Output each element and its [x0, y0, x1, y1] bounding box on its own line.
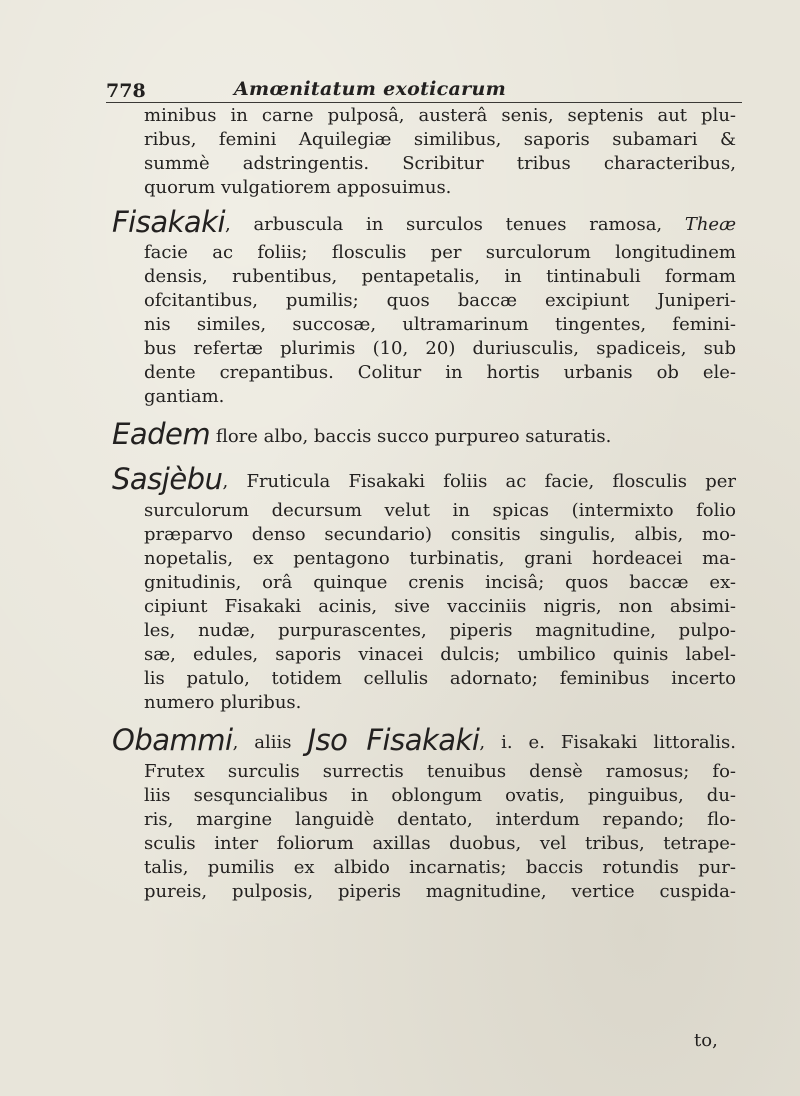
text-line: bus refertæ plurimis (10, 20) duriusculis, spadiceis, sub [144, 338, 736, 359]
text-line: lis patulo, totidem cellulis adornato; feminibus incerto [144, 668, 736, 689]
text-line: numero pluribus. [144, 692, 302, 713]
text-line: les, nudæ, purpurascentes, piperis magnitudine, pulpo- [144, 620, 736, 641]
entry-first-text: , i. e. Fisakaki littoralis. [479, 732, 737, 753]
entry-term: Fisakaki [112, 205, 226, 239]
text-line: nis similes, succosæ, ultramarinum tingentes, femini- [144, 314, 736, 335]
text-line: quorum vulgatiorem apposuimus. [144, 177, 452, 198]
text-line: gnitudinis, orâ quinque crenis incisâ; quos baccæ ex- [144, 572, 736, 593]
text-line: minibus in carne pulposâ, austerâ senis, septenis aut plu- [144, 105, 736, 126]
text-line: sculis inter foliorum axillas duobus, vel tribus, tetrape- [144, 833, 736, 854]
entry-first-text: , Fruticula Fisakaki foliis ac facie, flosculis per [222, 471, 736, 492]
entry-term-secondary: Jso Fisakaki [307, 723, 480, 757]
text-line: nopetalis, ex pentagono turbinatis, grani hordeacei ma- [144, 548, 736, 569]
entry-first-italic: Theæ [684, 214, 736, 235]
page-number: 778 [106, 80, 146, 102]
text-line: cipiunt Fisakaki acinis, sive vacciniis nigris, non absimi- [144, 596, 736, 617]
entry-fisakaki [112, 205, 744, 409]
text-line: sæ, edules, saporis vinacei dulcis; umbilico quinis label- [144, 644, 736, 665]
entry-eadem [112, 417, 744, 454]
text-line: talis, pumilis ex albido incarnatis; baccis rotundis pur- [144, 857, 736, 878]
entry-first-text: flore albo, baccis succo purpureo saturatis. [210, 426, 612, 447]
entry-first-text: , arbuscula in surculos tenues ramosa, [225, 214, 685, 235]
entry-first-line [112, 417, 736, 454]
entry-first-line [112, 723, 736, 760]
text-line: ofcitantibus, pumilis; quos baccæ excipiunt Juniperi- [144, 290, 736, 311]
text-line: dente crepantibus. Colitur in hortis urbanis ob ele- [144, 362, 736, 383]
text-line: facie ac foliis; flosculis per surculorum longitudinem [144, 242, 736, 263]
text-line: densis, rubentibus, pentapetalis, in tintinabuli formam [144, 266, 736, 287]
text-line: surculorum decursum velut in spicas (intermixto folio [144, 500, 736, 521]
running-title: Amœnitatum exoticarum [234, 78, 506, 100]
text-line: pureis, pulposis, piperis magnitudine, vertice cuspida- [144, 881, 736, 902]
paragraph-continuation [144, 104, 744, 200]
text-line: ribus, femini Aquilegiæ similibus, saporis subamari & [144, 129, 736, 150]
text-line: Frutex surculis surrectis tenuibus densè ramosus; fo- [144, 761, 736, 782]
entry-obammi [112, 723, 744, 904]
entry-first-line [112, 206, 736, 241]
text-line: gantiam. [144, 386, 225, 407]
text-line: præparvo denso secundario) consitis singulis, albis, mo- [144, 524, 736, 545]
entry-sasjebu [112, 462, 744, 715]
body-text [112, 104, 744, 908]
entry-first-line [112, 462, 736, 499]
text-line: ris, margine languidè dentato, interdum repando; flo- [144, 809, 736, 830]
entry-term: Eadem [112, 417, 211, 451]
entry-term: Obammi [112, 723, 233, 757]
page-header [106, 80, 742, 103]
text-line: liis sesquncialibus in oblongum ovatis, pinguibus, du- [144, 785, 736, 806]
text-line: summè adstringentis. Scribitur tribus characteribus, [144, 153, 736, 174]
entry-term: Sasjèbu [112, 462, 223, 496]
catchword: to, [694, 1030, 718, 1051]
entry-first-text-pre: , aliis [232, 732, 308, 753]
